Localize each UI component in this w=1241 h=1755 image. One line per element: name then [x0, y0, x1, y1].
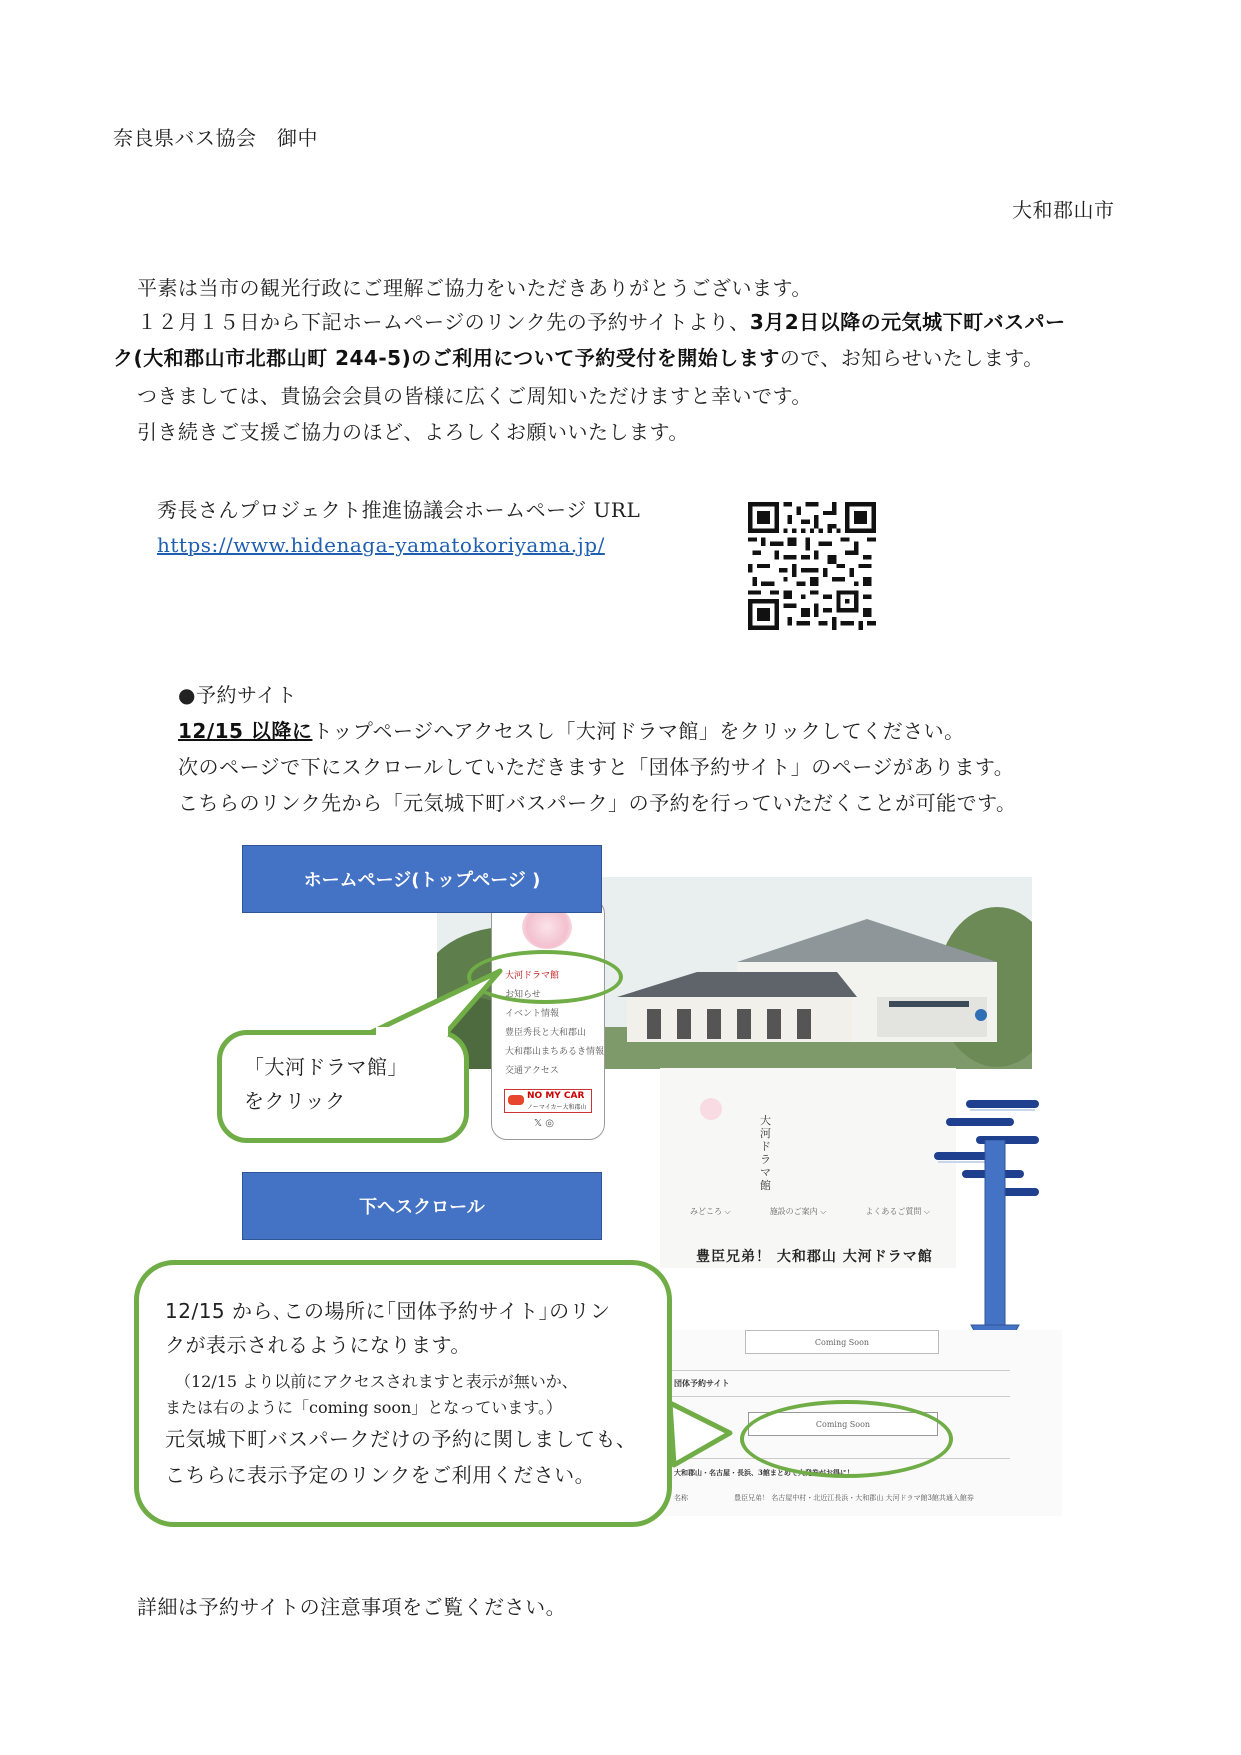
- drama-hall-screenshot: [660, 1068, 956, 1268]
- coming-soon-group-text: Coming Soon: [815, 1419, 871, 1429]
- reservation-line-1: [178, 719, 965, 743]
- callout-pointer-2-join: [654, 1404, 664, 1462]
- nav-faq[interactable]: よくあるご質問 ⌵: [865, 1207, 930, 1216]
- body-line-1: 平素は当市の観光行政にご理解ご協力をいただきありがとうございます。: [137, 276, 812, 300]
- sender: 大和郡山市: [1012, 198, 1115, 222]
- body-line-2-emphasis: 3月2日以降の元気城下町バスパー: [749, 310, 1066, 334]
- no-my-car-subtitle: ノーマイカー大和郡山: [527, 1104, 587, 1111]
- ticket-promo-text: 大和郡山・名古屋・長浜、3館まとめて大発券がお得に！: [674, 1468, 854, 1477]
- body-line-3-text: ので、お知らせいたします。: [779, 346, 1044, 370]
- reservation-date-emphasis: 12/15 以降に: [178, 719, 313, 743]
- reservation-line-1-text: トップページへアクセスし「大河ドラマ館」をクリックしてください。: [312, 719, 965, 743]
- coming-soon-top-text: Coming Soon: [814, 1337, 870, 1347]
- body-line-3: [113, 346, 1044, 370]
- social-icons[interactable]: 𝕏 ◎: [534, 1118, 554, 1129]
- menu-item-town-walk[interactable]: 大和郡山まちあるき情報: [505, 1047, 605, 1057]
- no-my-car-banner[interactable]: [504, 1089, 592, 1113]
- callout-1-line-2: をクリック: [244, 1089, 346, 1113]
- menu-item-events[interactable]: イベント情報: [505, 1009, 560, 1019]
- ticket-name-text: 豊臣兄弟！ 名古屋中村・北近江長浜・大和郡山 大河ドラマ館3館共通入館券: [734, 1494, 974, 1502]
- blossom-icon: [700, 1098, 722, 1120]
- coming-soon-box-top: [745, 1330, 939, 1354]
- label-homepage-top: ホームページ(トップページ ): [242, 845, 602, 913]
- highlight-ellipse-group-link: [740, 1400, 953, 1478]
- body-line-2-text: １２月１５日から下記ホームページのリンク先の予約サイトより、: [137, 310, 750, 334]
- addressee: 奈良県バス協会 御中: [113, 126, 318, 150]
- divider-line: [670, 1370, 1010, 1371]
- callout-2-line-3: 元気城下町バスパークだけの予約に関しましても、: [165, 1427, 637, 1451]
- reservation-line-2: 次のページで下にスクロールしていただきますと「団体予約サイト」のページがあります。: [178, 755, 1015, 779]
- menu-item-drama-hall[interactable]: 大河ドラマ館: [505, 971, 560, 981]
- callout-2-line-4: こちらに表示予定のリンクをご利用ください。: [165, 1463, 596, 1487]
- callout-2-line-2: クが表示されるようになります。: [165, 1333, 471, 1357]
- homepage-url-link[interactable]: https://www.hidenaga-yamatokoriyama.jp/: [157, 533, 605, 557]
- car-icon: [508, 1095, 524, 1105]
- no-my-car-title: NO MY CAR: [527, 1091, 585, 1101]
- callout-click-drama-hall: [217, 1030, 469, 1143]
- menu-item-news[interactable]: お知らせ: [505, 990, 541, 1000]
- body-line-2: [137, 310, 1066, 334]
- nav-facility[interactable]: 施設のご案内 ⌵: [769, 1207, 827, 1216]
- callout-group-reservation-info: [134, 1260, 672, 1527]
- drama-hall-title: 豊臣兄弟！ 大和郡山 大河ドラマ館: [696, 1249, 933, 1265]
- qr-code: [748, 502, 876, 630]
- reservation-line-3: こちらのリンク先から「元気城下町バスパーク」の予約を行っていただくことが可能です。: [178, 791, 1017, 815]
- reservation-heading: ●予約サイト: [178, 683, 298, 707]
- drama-hall-vertical-title: 大河ドラマ館: [760, 1114, 771, 1192]
- callout-1-line-1: 「大河ドラマ館」: [244, 1055, 408, 1079]
- callout-2-line-1: 12/15 から､この場所に｢団体予約サイト｣のリン: [165, 1299, 611, 1323]
- menu-item-access[interactable]: 交通アクセス: [505, 1066, 559, 1076]
- callout-pointer-join: [376, 1027, 448, 1036]
- body-line-5: 引き続きご支援ご協力のほど、よろしくお願いいたします。: [137, 420, 689, 444]
- body-line-3-emphasis: ク(大和郡山市北郡山町 244-5)のご利用について予約受付を開始します: [113, 346, 780, 370]
- homepage-label: 秀長さんプロジェクト推進協議会ホームページ URL: [157, 498, 641, 522]
- group-site-label: 団体予約サイト: [674, 1378, 730, 1388]
- menu-item-hidenaga[interactable]: 豊臣秀長と大和郡山: [505, 1028, 587, 1038]
- label-scroll-down: 下へスクロール: [242, 1172, 602, 1240]
- ticket-name-label: 名称: [674, 1494, 688, 1502]
- body-line-4: つきましては、貴協会会員の皆様に広くご周知いただけますと幸いです。: [137, 384, 812, 408]
- callout-2-note-1: （12/15 より以前にアクセスされますと表示が無いか、: [175, 1372, 578, 1391]
- drama-hall-nav: [690, 1206, 930, 1217]
- callout-2-note-2: または右のように「coming soon」となっています。）: [165, 1398, 563, 1417]
- footer-note: 詳細は予約サイトの注意事項をご覧ください。: [137, 1595, 567, 1619]
- nav-highlights[interactable]: みどころ ⌵: [690, 1207, 731, 1216]
